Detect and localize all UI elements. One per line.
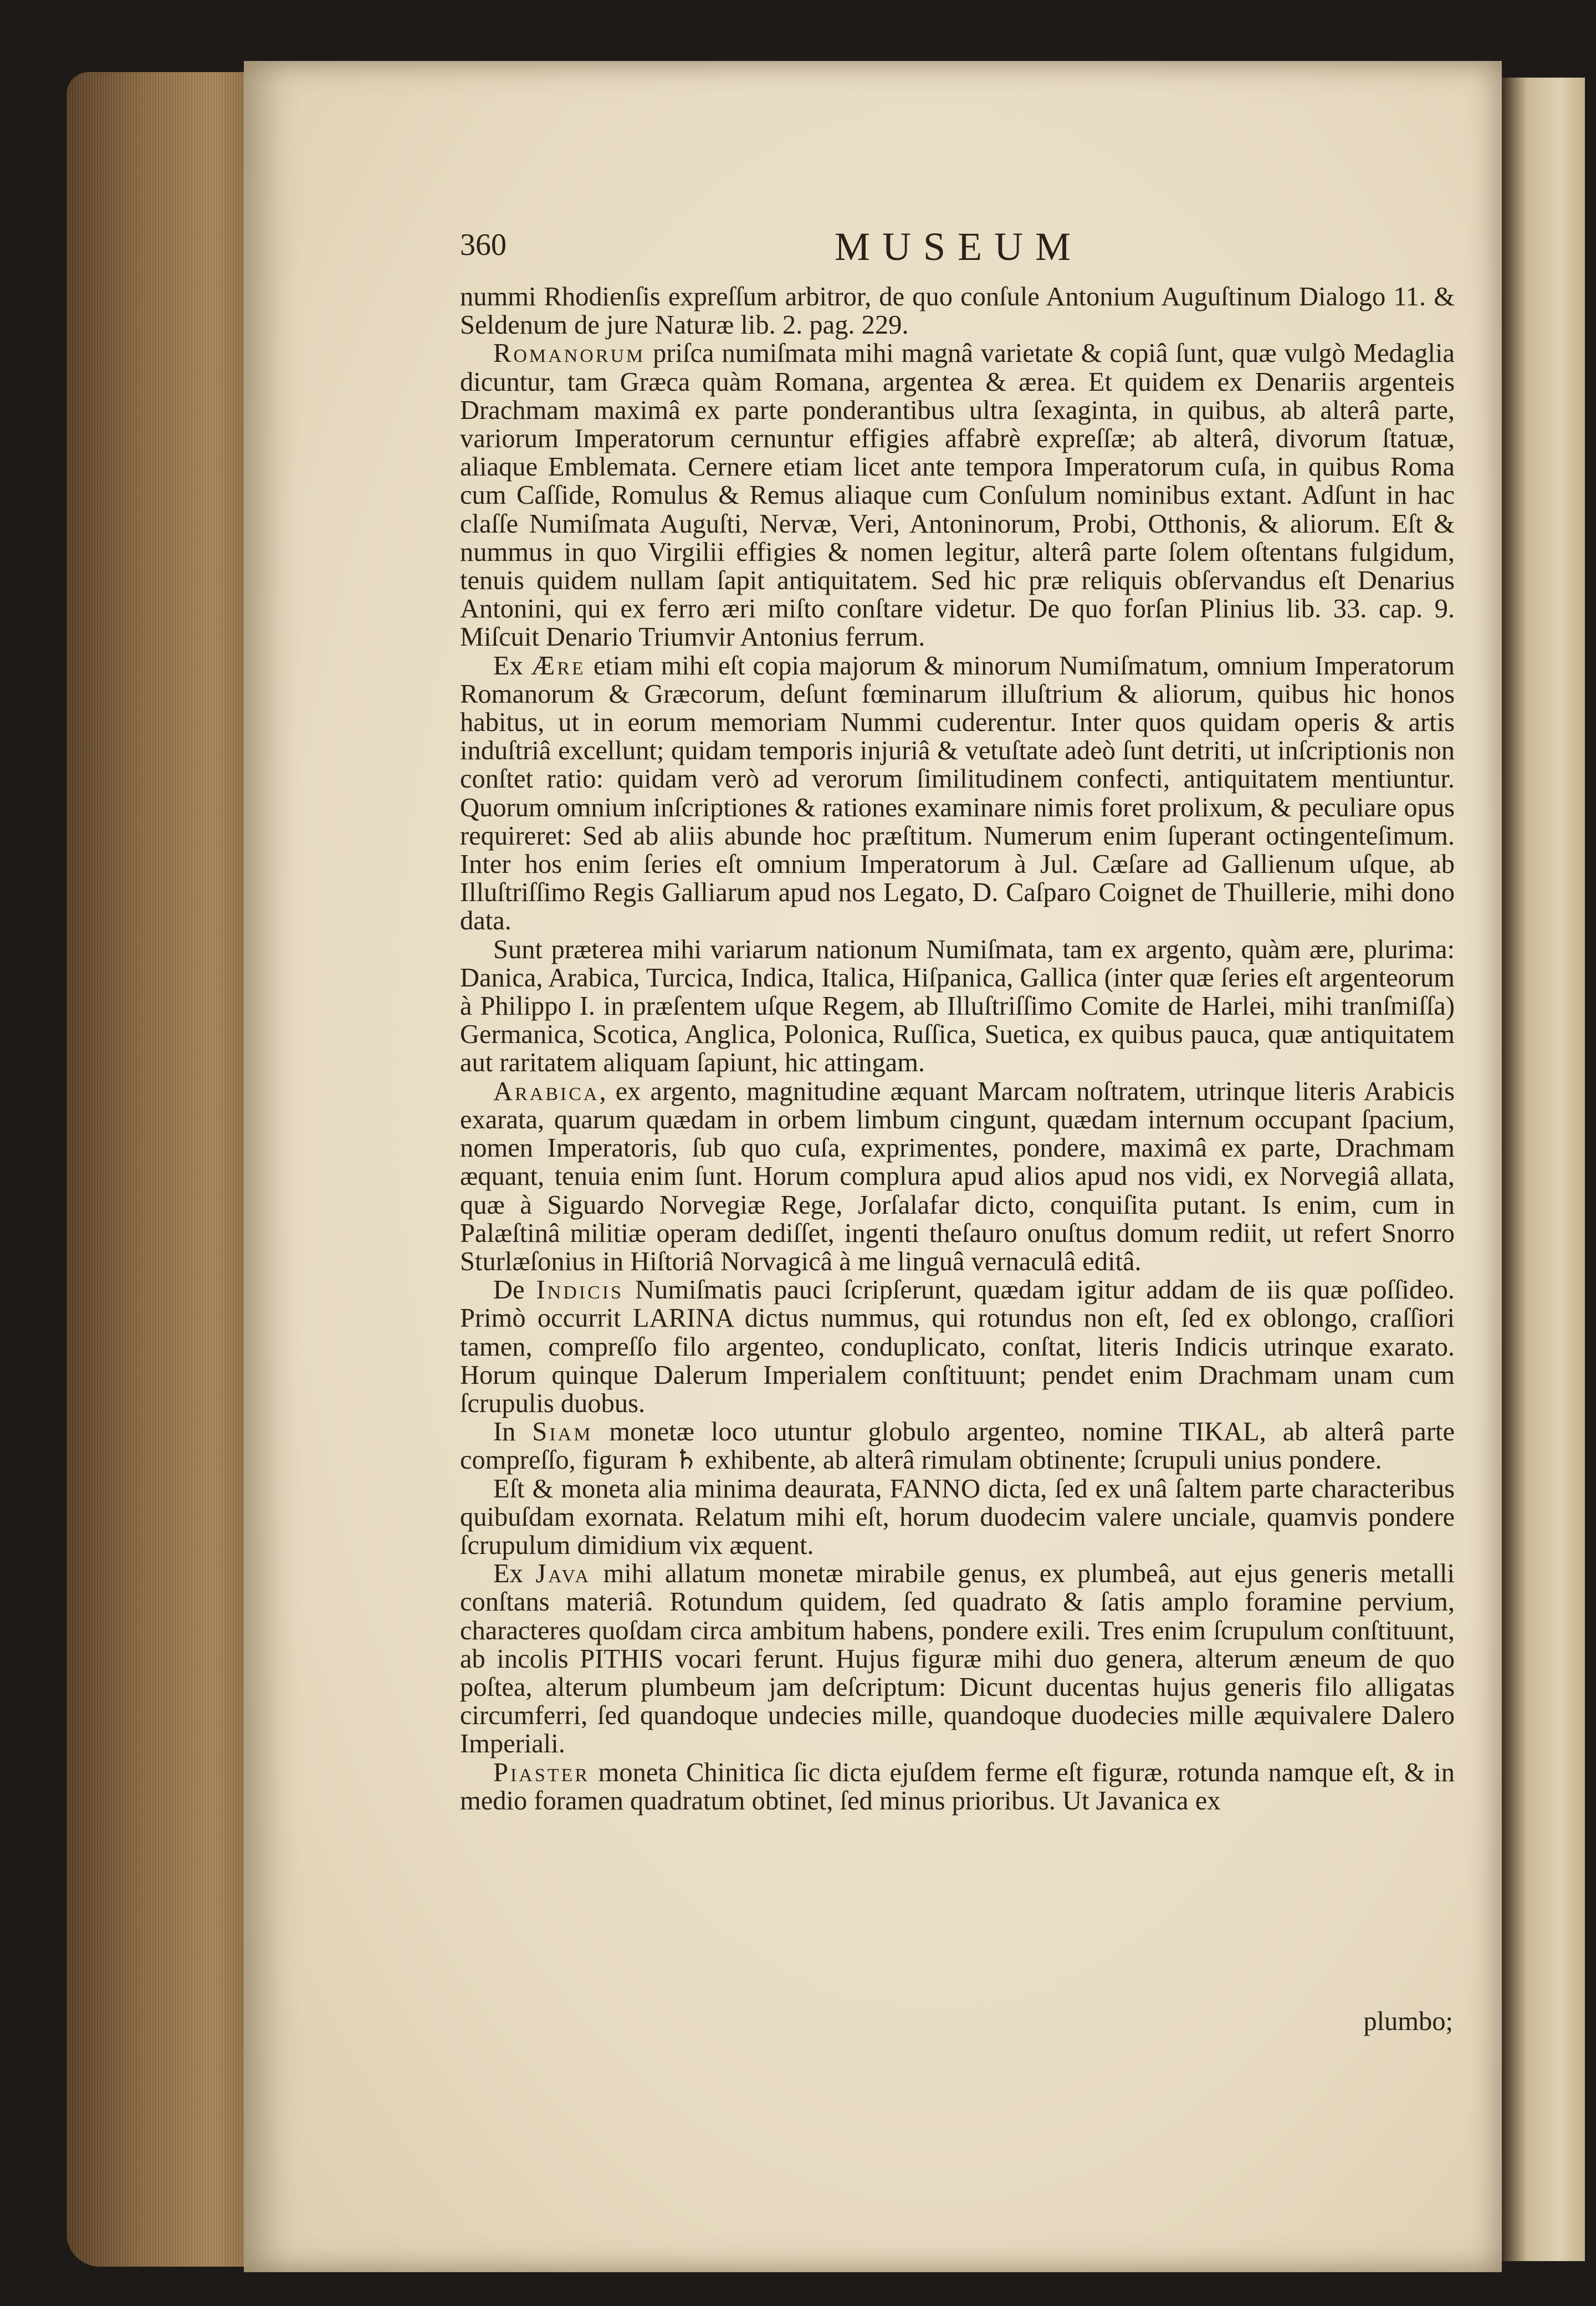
page-number: 360 bbox=[460, 228, 507, 262]
paragraph-2: Romanorum priſca numiſmata mihi magnâ varietate & copiâ ſunt, quæ vulgò Medaglia dicuntur, tam Græca quàm Romana, argentea & ærea. Et quidem ex Denariis argenteis Drachmam maximâ ex parte ponderantibus ultra ſexaginta, in quibus, ab alterâ parte, variorum Imperatorum cernuntur effigies affabrè expreſſæ; ab alterâ, divorum ſtatuæ, aliaque Emblemata. Cernere etiam licet ante tempora Imperatorum cuſa, in quibus Roma cum Caſſide, Romulus & Remus aliaque cum Conſulum nominibus extant. Adſunt in hac claſſe Numiſmata Auguſti, Nervæ, Veri, Antoninorum, Probi, Otthonis, & aliorum. Eſt & nummus in quo Virgilii effigies & nomen legitur, alterâ parte ſolem oſtentans fulgidum, tenuis quidem nullam ſapit antiquitatem. Sed hic præ reliquis obſervandus eſt Denarius Antonini, qui ex ferro æri miſto conſtare videtur. De quo forſan Plinius lib. 33. cap. 9. Miſcuit Denario Triumvir Antonius ferrum. bbox=[460, 339, 1455, 652]
paragraph-lead: Java bbox=[535, 1559, 591, 1589]
paragraph-6: De Indicis Numiſmatis pauci ſcripſerunt, quædam igitur addam de iis quæ poſſideo. Primò occurrit LARINA dictus nummus, qui rotundus non eſt, ſed ex oblongo, craſſiori tamen, compreſſo filo argenteo, conduplicato, conſtat, literis Indicis utrinque exarato. Horum quinque Dalerum Imperialem conſtituunt; pendet enim Drachmam unam cum ſcrupulis duobus. bbox=[460, 1275, 1455, 1418]
paragraph-lead: Siam bbox=[532, 1417, 593, 1447]
paragraph-lead: Romanorum bbox=[493, 339, 646, 369]
paragraph-3: Ex Ære etiam mihi eſt copia majorum & minorum Numiſmatum, omnium Imperatorum Romanorum & Græcorum, deſunt fœminarum illuſtrium & aliorum, quibus hic honos habitus, ut in eorum memoriam Nummi cuderentur. Inter quos quidam operis & artis induſtriâ excellunt; quidam temporis injuriâ & vetuſtate adeò ſunt detriti, ut inſcriptionis non conſtet ratio: quidam verò ad verorum ſimilitudinem confecti, antiquitatem mentiuntur. Quorum omnium inſcriptiones & rationes examinare nimis foret prolixum, & peculiare opus requireret: Sed ab aliis abunde hoc præſtitum. Numerum enim ſuperant octingenteſimum. Inter hos enim ſeries eſt omnium Imperatorum à Jul. Cæſare ad Gallienum uſque, ab Illuſtriſſimo Regis Galliarum apud nos Legato, D. Caſparo Coignet de Thuillerie, mihi dono data. bbox=[460, 651, 1455, 936]
paragraph-1: nummi Rhodienſis expreſſum arbitror, de quo conſule Antonium Auguſtinum Dialogo 11. & Seldenum de jure Naturæ lib. 2. pag. 229. bbox=[460, 282, 1455, 340]
catchword: plumbo; bbox=[1363, 2007, 1453, 2036]
page-header bbox=[460, 224, 1457, 277]
paragraph-8: Eſt & moneta alia minima deaurata, FANNO dicta, ſed ex unâ ſaltem parte characteribus quibuſdam exornata. Relatum mihi eſt, horum duodecim valere unciale, quamvis pondere ſcrupulum dimidium vix æquent. bbox=[460, 1474, 1455, 1560]
paragraph-9: Ex Java mihi allatum monetæ mirabile genus, ex plumbeâ, aut ejus generis metalli conſtans materiâ. Rotundum quidem, ſed quadrato & ſatis amplo foramine pervium, characteres quoſdam circa ambitum habens, pondere exili. Tres enim ſcrupulum conſtituunt, ab incolis PITHIS vocari ferunt. Hujus figuræ mihi duo genera, alterum æneum de quo poſtea, alterum plumbeum jam deſcriptum: Dicunt ducentas hujus generis filo alligatas circumferri, ſed quandoque undecies mille, quandoque duodecies mille æquivalere Dalero Imperiali. bbox=[460, 1559, 1455, 1759]
facing-page-edge bbox=[1502, 78, 1585, 2261]
paragraph-5: Arabica, ex argento, magnitudine æquant Marcam noſtratem, utrinque literis Arabicis exarata, quarum quædam in orbem limbum cingunt, quædam internum occupant ſpacium, nomen Imperatoris, ſub quo cuſa, exprimentes, pondere, maximâ ex parte, Drachmam æquant, tenuia enim ſunt. Horum complura apud alios apud nos vidi, ex Norvegiâ allata, quæ à Siguardo Norvegiæ Rege, Jorſalafar dicto, conquiſita putant. Is enim, cum in Palæſtinâ militiæ operam dediſſet, ingenti theſauro onuſtus domum rediit, ut refert Snorro Sturlæſonius in Hiſtoriâ Norvagicâ à me linguâ vernaculâ editâ. bbox=[460, 1076, 1455, 1276]
body-text bbox=[460, 283, 1455, 1815]
running-title: MUSEUM bbox=[834, 224, 1083, 269]
book-page bbox=[244, 61, 1502, 2272]
paragraph-lead: Arabica bbox=[493, 1076, 600, 1106]
paragraph-lead: Indicis bbox=[536, 1275, 624, 1305]
paragraph-lead: Piaster bbox=[493, 1757, 590, 1787]
paragraph-10: Piaster moneta Chinitica ſic dicta ejuſdem ferme eſt figuræ, rotunda namque eſt, & in medio foramen quadratum obtinet, ſed minus prioribus. Ut Javanica ex bbox=[460, 1757, 1455, 1816]
paragraph-4: Sunt præterea mihi variarum nationum Numiſmata, tam ex argento, quàm ære, plurima: Danica, Arabica, Turcica, Indica, Italica, Hiſpanica, Gallica (inter quæ ſeries eſt argenteorum à Philippo I. in præſentem uſque Regem, ab Illuſtriſſimo Comite de Harlei, mihi tranſmiſſa) Germanica, Scotica, Anglica, Polonica, Ruſſica, Suetica, ex quibus pauca, quæ antiquitatem aut raritatem aliquam ſapiunt, hic attingam. bbox=[460, 934, 1455, 1078]
paragraph-lead: Ære bbox=[531, 651, 586, 681]
paragraph-7: In Siam monetæ loco utuntur globulo argenteo, nomine TIKAL, ab alterâ parte compreſſo, figuram ♄ exhibente, ab alterâ rimulam obtinente; ſcrupuli unius pondere. bbox=[460, 1417, 1455, 1475]
